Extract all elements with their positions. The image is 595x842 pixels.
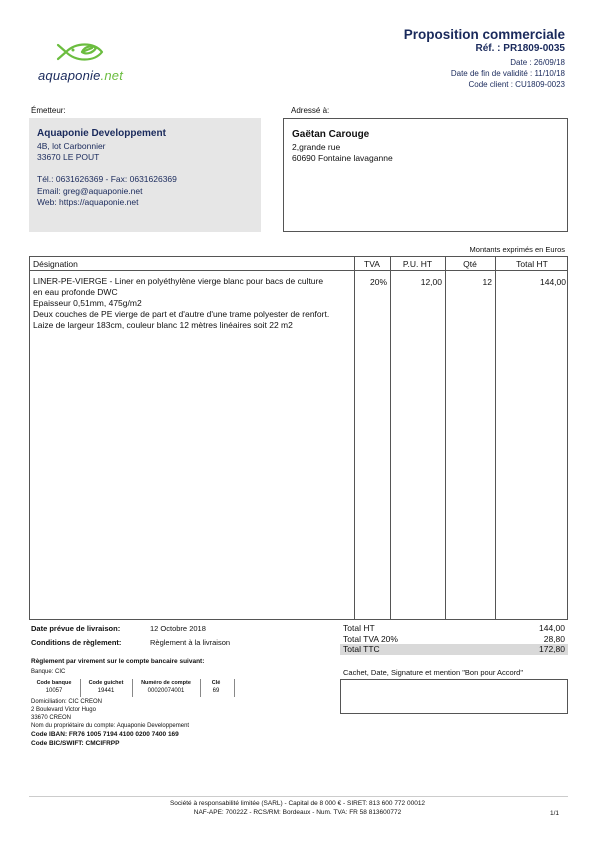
bank-account-grid bbox=[29, 679, 236, 697]
item-quantity: 12 bbox=[482, 277, 492, 287]
item-description-line: Deux couches de PE vierge de part et d'autre d'une trame polyester de renfort. bbox=[33, 309, 330, 319]
footer-legal-line-2: NAF-APE: 70022Z - RCS/RM: Bordeaux - Num. TVA: FR 58 813600772 bbox=[193, 809, 402, 816]
items-table bbox=[29, 256, 568, 620]
recipient-label: Adressé à: bbox=[291, 106, 330, 115]
recipient-name: Gaëtan Carouge bbox=[292, 129, 370, 140]
total-tva-label: Total TVA 20% bbox=[343, 633, 398, 644]
header-tva: TVA bbox=[364, 259, 380, 269]
issuer-name: Aquaponie Developpement bbox=[37, 128, 166, 139]
bank-code-value: 10057 bbox=[45, 688, 63, 694]
column-divider bbox=[354, 257, 355, 619]
total-tva-row bbox=[340, 634, 568, 645]
payment-terms-label: Conditions de règlement: bbox=[31, 638, 122, 647]
delivery-date-label: Date prévue de livraison: bbox=[31, 624, 121, 633]
item-description-line: LINER-PE-VIERGE - Liner en polyéthylène vierge blanc pour bacs de culture bbox=[33, 276, 324, 286]
bank-code-cell bbox=[29, 679, 79, 697]
item-description-line: Laize de largeur 183cm, couleur blanc 12 mètres linéaires soit 22 m2 bbox=[33, 320, 293, 330]
account-number-cell bbox=[133, 679, 199, 697]
branch-code-value: 19441 bbox=[97, 688, 115, 694]
column-divider bbox=[445, 257, 446, 619]
header-qty: Qté bbox=[463, 259, 477, 269]
footer-divider bbox=[29, 796, 568, 797]
document-reference: Réf. : PR1809-0035 bbox=[475, 43, 565, 54]
total-ht-value: 144,00 bbox=[539, 623, 565, 633]
issuer-email: Email: greg@aquaponie.net bbox=[37, 185, 143, 196]
header-total-ht: Total HT bbox=[516, 259, 548, 269]
branch-code-cell bbox=[81, 679, 131, 697]
currency-note: Montants exprimés en Euros bbox=[469, 245, 565, 254]
bank-code-label: Code banque bbox=[36, 680, 72, 686]
page-number: 1/1 bbox=[549, 810, 559, 817]
issuer-box bbox=[29, 118, 261, 232]
document-date: Date : 26/09/18 bbox=[510, 58, 565, 67]
recipient-address-line-1: 2,grande rue bbox=[292, 142, 341, 152]
iban: Code IBAN: FR76 1005 7194 4100 0200 7400 169 bbox=[31, 731, 179, 738]
logo-brand: aquaponie bbox=[38, 68, 101, 83]
account-key-cell bbox=[201, 679, 231, 697]
bank-address-line-1: 2 Boulevard Victor Hugo bbox=[31, 707, 96, 713]
account-owner: Nom du propriétaire du compte: Aquaponie Developpement bbox=[31, 723, 190, 729]
issuer-label: Émetteur: bbox=[31, 106, 66, 115]
issuer-address-line-2: 33670 LE POUT bbox=[37, 152, 100, 163]
document-title: Proposition commerciale bbox=[403, 27, 565, 42]
item-unit-price: 12,00 bbox=[420, 277, 442, 287]
logo-wordmark bbox=[38, 68, 123, 83]
item-tva: 20% bbox=[369, 277, 387, 287]
column-divider bbox=[495, 257, 496, 619]
logo-tld: .net bbox=[100, 68, 124, 83]
bic-swift: Code BIC/SWIFT: CMCIFRPP bbox=[31, 740, 120, 747]
total-ht-row bbox=[340, 623, 568, 634]
item-description-line: Epaisseur 0,51mm, 475g/m2 bbox=[33, 298, 142, 308]
issuer-phone-fax: Tél.: 0631626369 - Fax: 0631626369 bbox=[37, 174, 177, 185]
header-designation: Désignation bbox=[33, 259, 78, 269]
item-total-ht: 144,00 bbox=[540, 277, 566, 287]
total-ttc-label: Total TTC bbox=[343, 644, 380, 654]
account-key-label: Clé bbox=[211, 680, 221, 686]
account-number-value: 00020074001 bbox=[147, 688, 185, 694]
bank-name: Banque: CIC bbox=[31, 669, 66, 675]
bank-address-line-2: 33670 CREON bbox=[31, 715, 72, 721]
issuer-website: Web: https://aquaponie.net bbox=[37, 196, 139, 207]
footer-legal-line-1: Société à responsabilité limitée (SARL) - Capital de 8 000 € - SIRET: 813 600 772 00012 bbox=[169, 800, 426, 807]
header-pu-ht: P.U. HT bbox=[402, 259, 433, 269]
payment-terms-value: Règlement à la livraison bbox=[150, 638, 231, 647]
column-divider bbox=[390, 257, 391, 619]
issuer-address-line-1: 4B, lot Carbonnier bbox=[37, 141, 106, 151]
signature-label: Cachet, Date, Signature et mention "Bon pour Accord" bbox=[343, 668, 524, 677]
signature-box[interactable] bbox=[340, 679, 568, 714]
recipient-address-line-2: 60690 Fontaine lavaganne bbox=[292, 153, 393, 164]
delivery-date-value: 12 Octobre 2018 bbox=[150, 624, 206, 633]
bank-transfer-title: Règlement par virement sur le compte bancaire suivant: bbox=[31, 658, 205, 665]
account-key-value: 69 bbox=[212, 688, 220, 694]
bank-domiciliation: Domiciliation: CIC CREON bbox=[31, 699, 103, 705]
total-tva-value: 28,80 bbox=[543, 633, 565, 644]
total-ttc-row bbox=[340, 644, 568, 655]
validity-date: Date de fin de validité : 11/10/18 bbox=[450, 69, 565, 78]
total-ht-label: Total HT bbox=[343, 623, 375, 633]
client-code: Code client : CU1809-0023 bbox=[468, 80, 565, 89]
recipient-box bbox=[283, 118, 568, 232]
branch-code-label: Code guichet bbox=[88, 680, 124, 686]
total-ttc-value: 172,80 bbox=[539, 644, 565, 654]
column-divider bbox=[234, 679, 235, 697]
item-description bbox=[33, 276, 351, 331]
account-number-label: Numéro de compte bbox=[141, 680, 191, 686]
item-description-line: en eau profonde DWC bbox=[33, 287, 118, 297]
totals-block bbox=[340, 623, 568, 655]
